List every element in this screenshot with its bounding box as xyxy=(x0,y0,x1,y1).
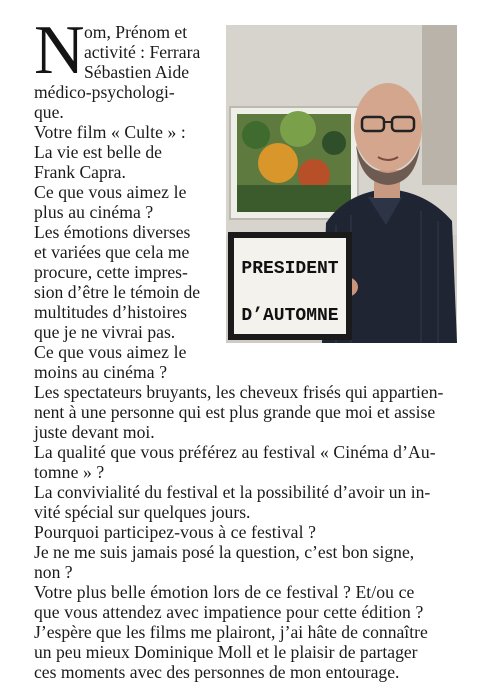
question-line: Votre plus belle émotion lors de ce festival ? Et/ou ce xyxy=(34,582,415,602)
answer-line: sion d’être le témoin de xyxy=(34,282,201,302)
answer-line: vité spécial sur quelques jours. xyxy=(34,502,251,522)
question-line: La qualité que vous préférez au festival « Cinéma d’Au- xyxy=(34,442,436,462)
intro-line: médico-psychologi- xyxy=(34,82,175,102)
answer-line: multitudes d’histoires xyxy=(34,302,187,322)
answer-line: non ? xyxy=(34,562,73,582)
question-line: tomne » ? xyxy=(34,462,105,482)
answer-line: Je ne me suis jamais posé la question, c’est bon signe, xyxy=(34,542,415,562)
question-line: Pourquoi participez-vous à ce festival ? xyxy=(34,522,316,542)
portrait-photo xyxy=(226,25,457,343)
person-head xyxy=(354,83,422,185)
answer-line: Les spectateurs bruyants, les cheveux frisés qui appartien- xyxy=(34,382,444,402)
question-line: Ce que vous aimez le xyxy=(34,182,187,202)
answer-line: Frank Capra. xyxy=(34,162,126,182)
answer-line: ces moments avec des personnes de mon entourage. xyxy=(34,662,400,682)
answer-line: procure, cette impres- xyxy=(34,262,188,282)
question-line: Ce que vous aimez le xyxy=(34,342,187,362)
question-line: moins au cinéma ? xyxy=(34,362,168,382)
intro-line: Sébastien Aide xyxy=(84,62,190,82)
answer-line: un peu mieux Dominique Moll et le plaisir de partager xyxy=(34,642,418,662)
question-line: que vous attendez avec impatience pour cette édition ? xyxy=(34,602,424,622)
answer-line: nent à une personne qui est plus grande que moi et assise xyxy=(34,402,436,422)
answer-line: et variées que cela me xyxy=(34,242,190,262)
answer-line: La vie est belle de xyxy=(34,142,162,162)
drop-cap: N xyxy=(34,12,85,89)
intro-line: om, Prénom et xyxy=(84,22,188,42)
sign-line-1: PRESIDENT xyxy=(241,259,339,279)
intro-line: activité : Ferrara xyxy=(84,42,201,62)
question-line: Votre film « Culte » : xyxy=(34,122,186,142)
answer-line: J’espère que les films me plairont, j’ai hâte de connaître xyxy=(34,622,428,642)
sign-line-2: D’AUTOMNE xyxy=(241,306,339,326)
answer-line: juste devant moi. xyxy=(34,422,155,442)
answer-line: Les émotions diverses xyxy=(34,222,191,242)
answer-line: La convivialité du festival et la possibilité d’avoir un in- xyxy=(34,482,431,502)
question-line: plus au cinéma ? xyxy=(34,202,154,222)
intro-line: que. xyxy=(34,102,64,122)
answer-line: que je ne vivrai pas. xyxy=(34,322,176,342)
wall-painting xyxy=(230,107,358,219)
lightbox-sign xyxy=(228,232,352,340)
